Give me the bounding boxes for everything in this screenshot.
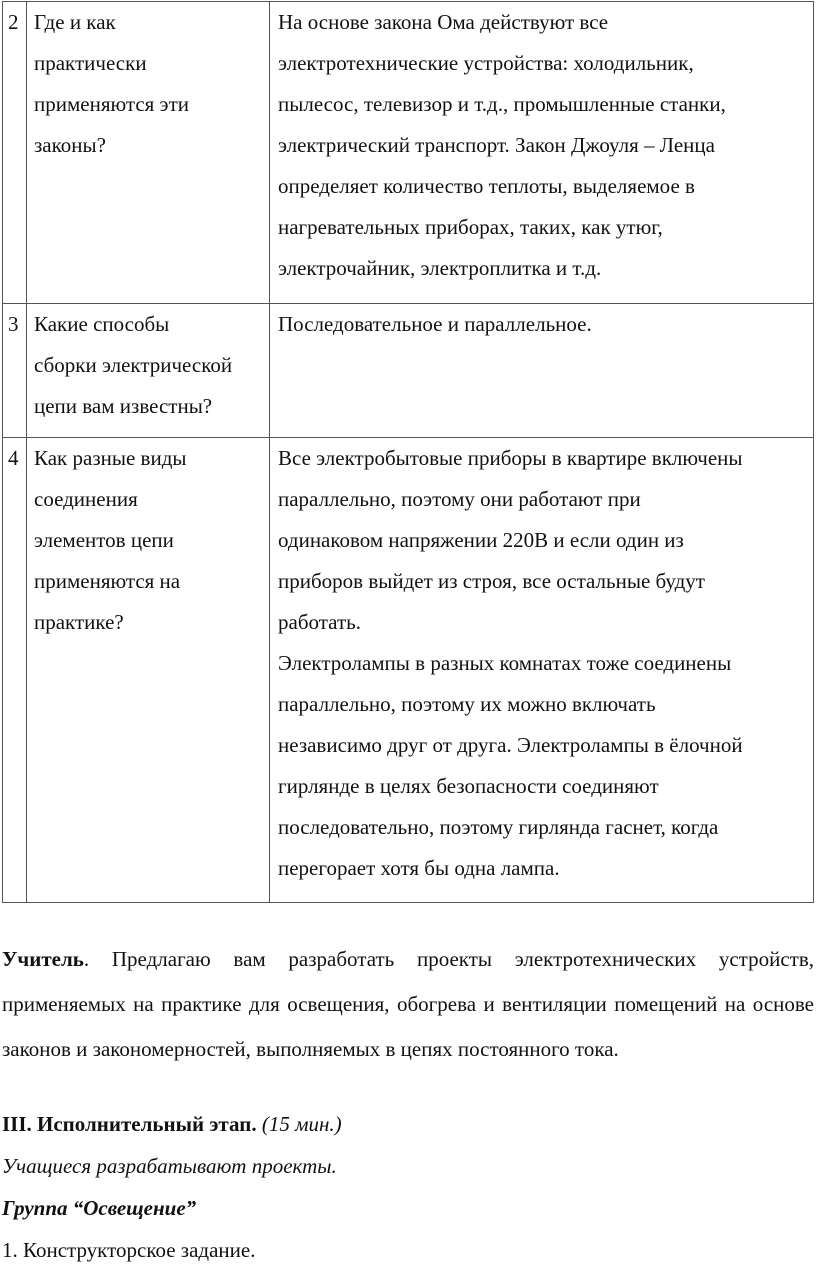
teacher-paragraph <box>2 937 814 1072</box>
question-text: Как разные виды соединения элементов цепи применяются на практике? <box>34 446 187 634</box>
teacher-text: . Предлагаю вам разработать проекты электротехнических устройств, применяемых на практике для освещения, обогрева и вентиляции помещений на основе законов и закономерностей, выполняемых в цепях постоянного тока. <box>2 947 814 1061</box>
stage-title: III. Исполнительный этап. <box>2 1112 257 1136</box>
task-text: 1. Конструкторское задание. <box>2 1238 256 1262</box>
answer-cell <box>270 2 814 304</box>
qa-table <box>2 1 814 903</box>
stage-heading <box>2 1109 342 1139</box>
students-text: Учащиеся разрабатывают проекты. <box>2 1154 337 1178</box>
row-number: 4 <box>8 446 19 470</box>
question-text: Какие способы сборки электрической цепи вам известны? <box>34 312 233 418</box>
group-title: Группа “Освещение” <box>2 1196 197 1220</box>
table-row <box>3 438 814 903</box>
question-cell <box>27 2 270 304</box>
teacher-label: Учитель <box>2 947 84 971</box>
question-cell <box>27 438 270 903</box>
answer-text: Все электробытовые приборы в квартире включены параллельно, поэтому они работают при одинаковом напряжении 220В и если один из приборов выйдет из строя, все остальные будут работать. Электролампы в разных комнатах тоже соединены параллельно, поэтому их можно включать независимо друг от друга. Электролампы в ёлочной гирлянде в целях безопасности соединяют последовательно, поэтому гирлянда гаснет, когда перегорает хотя бы одна лампа. <box>278 446 743 880</box>
row-number-cell <box>3 438 27 903</box>
row-number: 2 <box>8 10 19 34</box>
answer-text: На основе закона Ома действуют все электротехнические устройства: холодильник, пылесос, телевизор и т.д., промышленные станки, электрический транспорт. Закон Джоуля – Ленца определяет количество теплоты, выделяемое в нагревательных приборах, таких, как утюг, электрочайник, электроплитка и т.д. <box>278 10 726 280</box>
answer-cell <box>270 438 814 903</box>
table-row <box>3 304 814 438</box>
stage-time: (15 мин.) <box>261 1112 342 1136</box>
answer-text: Последовательное и параллельное. <box>278 312 592 336</box>
question-text: Где и как практически применяются эти законы? <box>34 10 189 157</box>
table-row <box>3 2 814 304</box>
question-cell <box>27 304 270 438</box>
row-number: 3 <box>8 312 19 336</box>
answer-cell <box>270 304 814 438</box>
row-number-cell <box>3 304 27 438</box>
row-number-cell <box>3 2 27 304</box>
